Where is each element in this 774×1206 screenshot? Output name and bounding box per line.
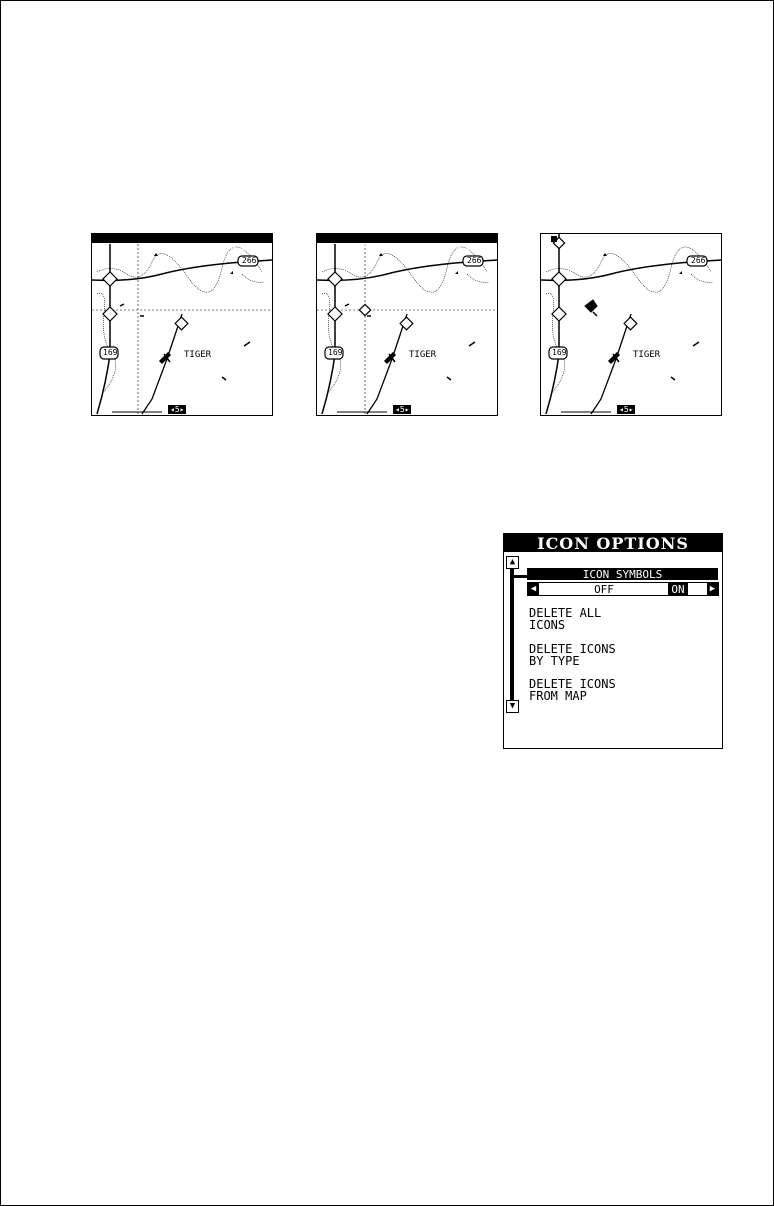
map-scale-indicator: ◂5▸ (619, 405, 634, 414)
arrow-left-icon: ◂ (170, 405, 175, 414)
toggle-option-on[interactable]: ON (668, 583, 688, 595)
map-scale-indicator: ◂5▸ (395, 405, 410, 414)
arrow-right-icon: ▸ (628, 405, 634, 414)
cursor-icon (359, 304, 370, 315)
menu-title: ICON OPTIONS (504, 534, 722, 552)
route-shield-label: 266 (691, 256, 706, 265)
menu-item-delete-icons-from-map[interactable]: DELETE ICONS FROM MAP (529, 677, 616, 703)
placed-icon-marker (585, 300, 597, 312)
menu-item-delete-icons-by-type[interactable]: DELETE ICONS BY TYPE (529, 642, 616, 668)
icon-symbols-toggle[interactable] (527, 582, 719, 596)
waypoint-label: TIGER (409, 350, 437, 360)
coordinate-bar (317, 234, 497, 252)
scrollbar-track[interactable] (510, 564, 514, 704)
arrow-right-icon: ▸ (179, 405, 185, 414)
arrow-left-icon[interactable]: ◀ (528, 583, 539, 595)
scrollbar-connector (510, 575, 527, 578)
coordinate-bar (92, 234, 272, 252)
menu-item-delete-all-icons[interactable]: DELETE ALL ICONS (529, 606, 602, 632)
longitude-readout: W 95°50.274' (419, 243, 486, 252)
latitude-readout: N 36°12.460' (112, 243, 179, 252)
highway-shield-label: 169 (103, 348, 118, 357)
map-screen-3[interactable] (540, 233, 722, 416)
menu-item-icon-symbols[interactable]: ICON SYMBOLS (527, 568, 718, 580)
route-shield-label: 266 (242, 256, 257, 265)
map-screen-2[interactable] (316, 233, 498, 416)
arrow-left-icon: ◂ (619, 405, 624, 414)
arrow-right-icon[interactable]: ▶ (707, 583, 718, 595)
route-shield-label: 266 (467, 256, 482, 265)
arrow-up-icon[interactable]: ▲ (506, 556, 519, 569)
waypoint-label: TIGER (633, 350, 661, 360)
highway-shield-label: 169 (552, 348, 567, 357)
arrow-left-icon: ◂ (395, 405, 400, 414)
map-scale-indicator: ◂5▸ (170, 405, 185, 414)
map-screen-1[interactable] (91, 233, 273, 416)
longitude-readout: W 95°50.274' (194, 243, 261, 252)
highway-shield-label: 169 (328, 348, 343, 357)
toggle-option-off[interactable]: OFF (594, 583, 614, 596)
waypoint-label: TIGER (184, 350, 212, 360)
arrow-down-icon[interactable]: ▼ (506, 700, 519, 713)
arrow-right-icon: ▸ (404, 405, 410, 414)
icon-options-menu (503, 533, 723, 749)
latitude-readout: N 36°12.460' (337, 243, 404, 252)
